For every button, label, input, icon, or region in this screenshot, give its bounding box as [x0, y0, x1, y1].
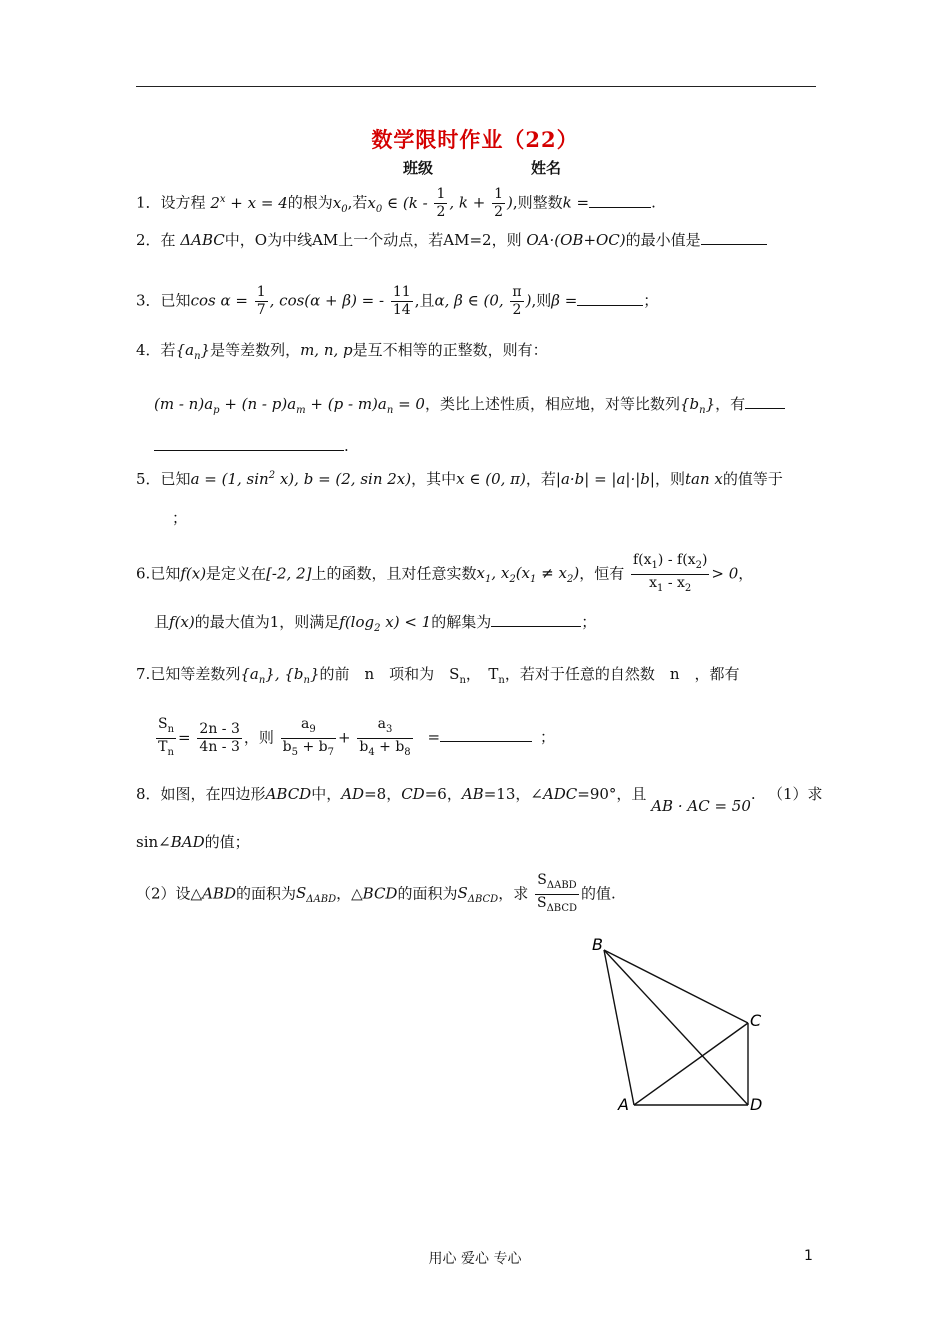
diagonal-ac [634, 1023, 748, 1105]
question-8-part1: （1）求 [768, 785, 823, 803]
header-rule [136, 86, 816, 87]
question-2: 2．在 ΔABC中，O为中线AM上一个动点，若AM=2，则 OA·(OB+OC)的最小值是 [136, 230, 767, 250]
vertex-label-d: D [750, 1095, 763, 1114]
question-8-line2: sin∠BAD的值； [136, 833, 250, 851]
question-5-end: ； [172, 509, 188, 527]
diagonal-bd [604, 950, 748, 1105]
question-4: 4．若$\{a_n\}$是等差数列，m, n, p是互不相等的正整数，则有： [136, 341, 548, 362]
class-label: 班级 [403, 159, 434, 177]
quadrilateral-figure [580, 930, 780, 1130]
question-6: 6.已知f(x)是定义在[-2, 2]上的函数，且对任意实数$x_1$, $x_2(x_1 \ne x_2)$，恒有 $\frac{f(x_1) - f(x_2)}{x_1 - x_2}$ > 0， [136, 552, 754, 594]
question-4-blank-line: . [154, 436, 349, 456]
question-7: 7.已知等差数列$\{a_n\}$, $\{b_n\}$的前 n 项和为 $S_n$， $T_n$，若对于任意的自然数 n ，都有 [136, 665, 740, 686]
question-5: 5．已知a = (1, $\sin^2 x$), b = (2, sin 2x)，其中x ∈ (0, π)，若|a·b| = |a|·|b|，则tan x的值等于 [136, 470, 783, 488]
edge-bc [604, 950, 748, 1023]
vertex-label-c: C [750, 1011, 762, 1030]
answer-blank-3[interactable] [577, 291, 643, 306]
page-number: 1 [804, 1248, 813, 1264]
question-1: 1．设方程 $2^x + x = 4$的根为$x_0$,若$x_0$ ∈ (k - $\frac{1}{2}$ , k + $\frac{1}{2}$ ),则整数k = . [136, 186, 656, 220]
footer-text: 用心 爱心 专心 [428, 1251, 522, 1267]
vertex-label-a: A [618, 1095, 629, 1114]
answer-blank-4a[interactable] [745, 394, 785, 409]
answer-blank-6[interactable] [491, 612, 581, 627]
answer-blank-4b[interactable] [154, 436, 344, 451]
question-6-second-line: 且f(x)的最大值为1，则满足$f(\log_2$ x) < 1的解集为 ； [154, 613, 597, 634]
name-label: 姓名 [531, 159, 562, 177]
answer-blank-7[interactable] [440, 727, 532, 742]
question-4-formula: $(m - n)a_p + (n - p)a_m + (p - m)a_n = 0$，类比上述性质，相应地，对等比数列$\{b_n\}$，有 [154, 394, 785, 421]
edge-ab [604, 950, 634, 1105]
question-8: 8．如图，在四边形ABCD中，AD=8，CD=6，AB=13，∠ADC=90°，且 AB · AC = 50. [136, 785, 756, 815]
vertex-label-b: B [592, 935, 603, 954]
answer-blank-2[interactable] [701, 230, 767, 245]
answer-blank-1[interactable] [589, 193, 651, 208]
page-title: 数学限时作业（22） [371, 127, 579, 152]
question-8-part2: （2）设△ABD的面积为$S_{\Delta ABD}$，△BCD的面积为$S_{\Delta BCD}$，求 $\frac{S_{\Delta ABD}}{S_{\Delta BCD}}$ 的值. [136, 872, 616, 914]
question-7-formula: $\frac{S_n}{T_n}$ = $\frac{2n - 3}{4n - 3}$ ，则 $\frac{a_9}{b_5 + b_7}$ + $\frac{a_3}{b_4 + b_8}$ = ； [158, 716, 556, 758]
question-3: 3．已知cos α = $\frac{1}{7}$ , cos(α + β) = - $\frac{11}{14}$ ,且α, β ∈ (0, $\frac{\pi}{2}$ ),则β = ； [136, 284, 659, 318]
